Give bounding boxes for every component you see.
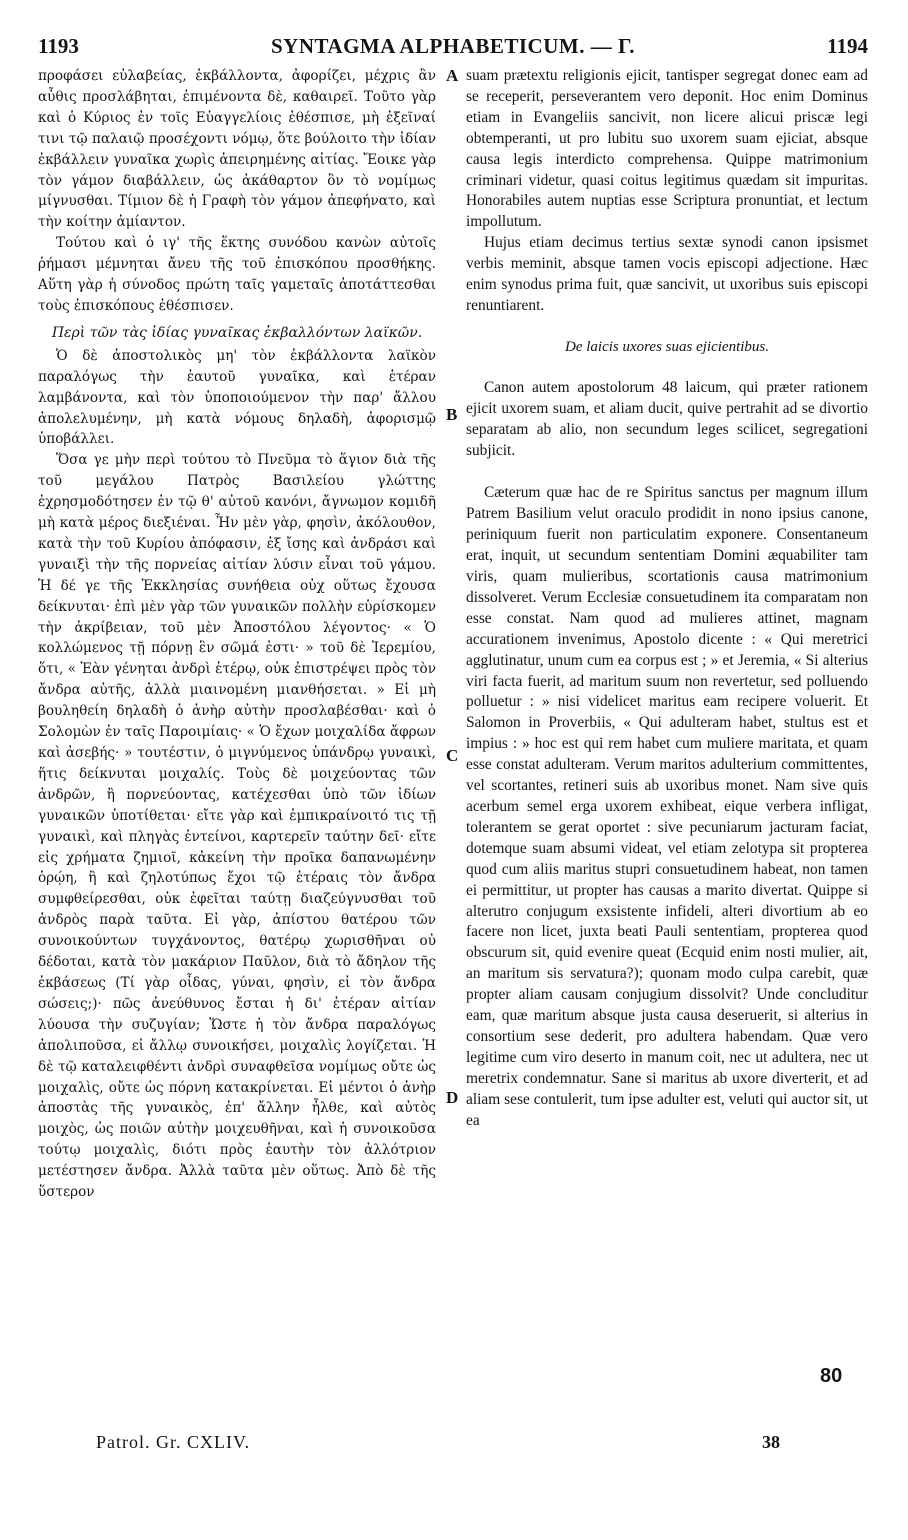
right-column-number: 1194 <box>827 34 868 58</box>
latin-paragraph-1: suam prætextu religionis ejicit, tantisper segregat donec eam ad se receperit, perseverantem vero deponit. Hoc enim Dominus etiam in Evangeliis sancivit, non licere alicui priscæ legi obtemperanti, ut pro lubitu suo uxorem suam ejiciat, absque causa legis interdicto comprehensa. Quippe matrimonium criminari videtur, quasi coitus legitimus quædam sit impuritas. Honorabiles autem nuptias esse Scriptura pronuntiat, et lectum impollutum. <box>466 67 868 231</box>
greek-column <box>38 66 436 1203</box>
footer-volume: Patrol. Gr. CXLIV. <box>96 1432 251 1452</box>
greek-paragraph-3: Ὁ δὲ ἀποστολικὸς μη' τὸν ἐκβάλλοντα λαϊκὸν παραλόγως τὴν ἑαυτοῦ γυναῖκα, καὶ ἑτέραν λαμβάνοντα, καὶ τὸν ὑποποιούμενον τὴν παρ' ἄλλου ἀπολελυμένην, μὴ κατὰ νόμους δηλαδὴ, ἀφορισμῷ ὑποβάλλει. <box>38 347 436 448</box>
greek-section-heading: Περὶ τῶν τὰς ἰδίας γυναῖκας ἐκβαλλόντων λαϊκῶν. <box>51 324 423 341</box>
latin-column <box>466 66 868 1132</box>
section-marker-b: B <box>446 405 458 424</box>
latin-paragraph-4: Cæterum quæ hac de re Spiritus sanctus per magnum illum Patrem Basilium velut oraculo prodidit in nono ipsius canone, periniquum fuerit non particulatim exponere. Consentaneum erat, inquit, ut secundum sententiam Domini æquabiliter tam viris, quam mulieribus, scortationis causa matrimonium dissolveret. Verum Ecclesiæ consuetudinem ita comparatam non esse constat. Nam quod ad mulieres attinet, magnam accurationem invenimus, Apostolo dicente : « Qui meretrici agglutinatur, unum cum ea corpus est ; » et Jeremia, « Si alterius viri facta fuerit, ad maritum suum non revertetur, sed polluendo polluetur : » nisi videlicet maritus eam recipere voluerit. Et Salomon in Proverbiis, « Qui adulteram habet, stultus est et impius : » hoc est qui rem habet cum muliere maritata, et quam esse constat adulteram. Verum maritos adulterium committentes, vel scortantes, retineri suis ab uxoribus monet. Nam sive quis acerbum semel erga uxorem exhibeat, eique verbera infligat, tolerantem se gerat oportet : sive pecuniarum jacturam faciat, dotemque suam absumi videat, vel etiam zelotypa sit propterea quod cum aliis maritus stupri consuetudinem habeat, non tamen ei permittitur, ut propter has causas a marito divertat. Quippe si alterutro conjugum exsistente infideli, alteri divortium ab eo facere non licet, juxta beati Pauli sententiam, propterea quod obscurum sit, quid evenire queat (Ecquid enim nosti mulier, ait, an maritum sis servatura?); quonam modo culpa carebit, quæ propter aliam causam conjugium dissolvit? Unde concluditur eam, quæ maritum absque justa causa deseruerit, si alterius in consortium sese dederit, pro adultera habendam. Quæ vero legitime cum viro deserto in manum coit, nec ut adultera, nec ut meretrix condemnatur. Sane si maritus ab uxore diverterit, et ad aliam sese contulerit, tum ipse adulter est, veluti qui auctor sit, ut ea <box>466 484 868 1129</box>
latin-paragraph-3: Canon autem apostolorum 48 laicum, qui præter rationem ejicit uxorem suam, et aliam ducit, quive pertrahit ad se divortio separatam ab alio, non secundum leges scilicet, segregationi subjicit. <box>466 378 868 459</box>
footer-signature: 38 <box>762 1432 780 1452</box>
page-header <box>38 34 868 60</box>
greek-paragraph-2: Τούτου καὶ ὁ ιγ' τῆς ἕκτης συνόδου κανὼν αὐτοῖς ῥήμασι μέμνηται ἄνευ τῆς τοῦ ἐπισκόπου προσθήκης. Αὕτη γὰρ ἡ σύνοδος πρώτη ταῖς γαμεταῖς ἀποτάττεσθαι τοὺς ἐπισκόπους ἐθέσπισεν. <box>38 235 436 314</box>
left-column-number: 1193 <box>38 34 79 58</box>
greek-paragraph-1: προφάσει εὐλαβείας, ἐκβάλλοντα, ἀφορίζει, μέχρις ἂν αὖθις προσλάβηται, ἐπιμένοντα δὲ, καθαιρεῖ. Τοῦτο γὰρ καὶ ὁ Κύριος ἐν τοῖς Εὐαγγελίοις ἐθέσπισε, μὴ ἐξεῖναί τινι τῷ παλαιῷ προσέχοντι νόμῳ, ὅτε βούλοιτο τὴν ἰδίαν ἐκβάλλειν γυναῖκα χωρὶς ἀπειρημένης αἰτίας. Ἔοικε γὰρ τὸν γάμον διαβάλλειν, ὡς ἀκάθαρτον ὂν τὸ νομίμως μίγνυσθαι. Τίμιον δὲ ἡ Γραφὴ τὸν γάμον ἀπεφήνατο, καὶ τὴν κοίτην ἀμίαντον. <box>38 68 436 231</box>
section-marker-c: C <box>446 746 459 765</box>
running-title: SYNTAGMA ALPHABETICUM. — Γ. <box>270 34 636 58</box>
section-marker-a: A <box>446 66 459 85</box>
margin-number: 80 <box>820 1365 843 1387</box>
latin-paragraph-2: Hujus etiam decimus tertius sextæ synodi canon ipsismet verbis meminit, absque tamen vocis episcopi adjectione. Hæc enim synodus prima fuit, quæ sancivit, ut uxoribus suis episcopi renuntiarent. <box>466 234 868 314</box>
section-marker-d: D <box>446 1088 459 1107</box>
greek-paragraph-4: Ὅσα γε μὴν περὶ τούτου τὸ Πνεῦμα τὸ ἅγιον διὰ τῆς τοῦ μεγάλου Πατρὸς Βασιλείου γλώττης ἐχρησμοδότησεν ἐν τῷ θ' αὐτοῦ κανόνι, ἄγνωμον κομιδῆ μὴ κατὰ μέρος διεξιέναι. Ἦν μὲν γὰρ, φησὶν, ἀκόλουθον, κατὰ τὴν τοῦ Κυρίου ἀπόφασιν, ἐξ ἴσης καὶ ἀνδράσι καὶ γυναιξὶ τὴν τῆς πορνείας αἰτίαν λύσιν εἶναι τοῦ γάμου. Ἡ δέ γε τῆς Ἐκκλησίας συνήθεια οὐχ οὕτως ἔχουσα δείκνυται· ἐπὶ μὲν γὰρ τῶν γυναικῶν πολλὴν εὑρίσκομεν τὴν ἀκρίβειαν, τοῦ μὲν Ἀποστόλου λέγοντος· « Ὁ κολλώμενος τῇ πόρνῃ ἓν σῶμά ἐστι· » τοῦ δὲ Ἱερεμίου, ὅτι, « Ἐὰν γένηται ἀνδρὶ ἑτέρῳ, οὐκ ἐπιστρέψει πρὸς τὸν ἄνδρα αὐτῆς, ἀλλὰ μιαινομένη μιανθήσεται. » Εἰ μὴ βουληθείη δηλαδὴ ὁ ἀνὴρ αὐτὴν προσλαβέσθαι· καὶ ὁ Σολομὼν ἐν ταῖς Παροιμίαις· « Ὁ ἔχων μοιχαλίδα ἄφρων καὶ ἀσεβής· » τουτέστιν, ὁ μιγνύμενος ὑπάνδρῳ γυναικὶ, ἥτις δείκνυται μοιχαλίς. Τοὺς δὲ μοιχεύοντας τῶν ἀνδρῶν, ἢ πορνεύοντας, κατέχεσθαι ὑπὸ τῶν ἰδίων γυναικῶν ὑποτίθεται· εἴτε γὰρ καὶ ἐμπικραίνοιτό τις τῇ γυναικὶ, καὶ πληγὰς ἐντείνοι, καρτερεῖν ταύτην δεῖ· εἴτε εἰς χρήματα ζημιοῖ, κἀκείνη τὴν προῖκα δαπανωμένην ὁρῴη, ἢ καὶ ζηλοτύπως ἔχοι τῷ ἑτέραις τὸν ἄνδρα συμφθείρεσθαι, οὐκ ἐφεῖται ταύτῃ διαζεύγνυσθαι τοῦ ἀνδρὸς παρὰ ταῦτα. Εἰ γὰρ, ἀπίστου θατέρου τῶν συνοικούντων τυγχάνοντος, θατέρῳ χωρισθῆναι οὐ δέδοται, κατὰ τὸν μακάριον Παῦλον, διὰ τὸ ἄδηλον τῆς ἐκβάσεως (Τί γὰρ οἶδας, γύναι, φησὶν, εἰ τὸν ἄνδρα σώσεις;)· πῶς ἀνεύθυνος ἔσται ἡ δι' ἑτέραν αἰτίαν λύουσα τὴν συζυγίαν; Ὥστε ἡ τὸν ἄνδρα παραλόγως ἀπολιποῦσα, εἰ ἄλλῳ συνοικήσει, μοιχαλὶς λογίζεται. Ἡ δὲ τῷ καταλειφθέντι ἀνδρὶ συναφθεῖσα νομίμως οὔτε ὡς μοιχαλὶς, οὔτε ὡς πόρνη κατακρίνεται. Εἰ μέντοι ὁ ἀνὴρ ἀποστὰς τῆς γυναικὸς, ἐπ' ἄλλην ἦλθε, καὶ αὐτὸς μοιχὸς, ὡς ποιῶν αὐτὴν μοιχευθῆναι, καὶ ἡ συνοικοῦσα τούτῳ μοιχαλὶς, διότι πρὸς ἑαυτὴν τὸν ἀλλότριον μετέστησεν ἄνδρα. Ἀλλὰ ταῦτα μὲν οὕτως. Ἀπὸ δὲ τῆς ὕστερον <box>38 452 436 1201</box>
latin-section-heading: De laicis uxores suas ejicientibus. <box>565 338 769 355</box>
latin-paragraph-gap <box>466 461 868 483</box>
